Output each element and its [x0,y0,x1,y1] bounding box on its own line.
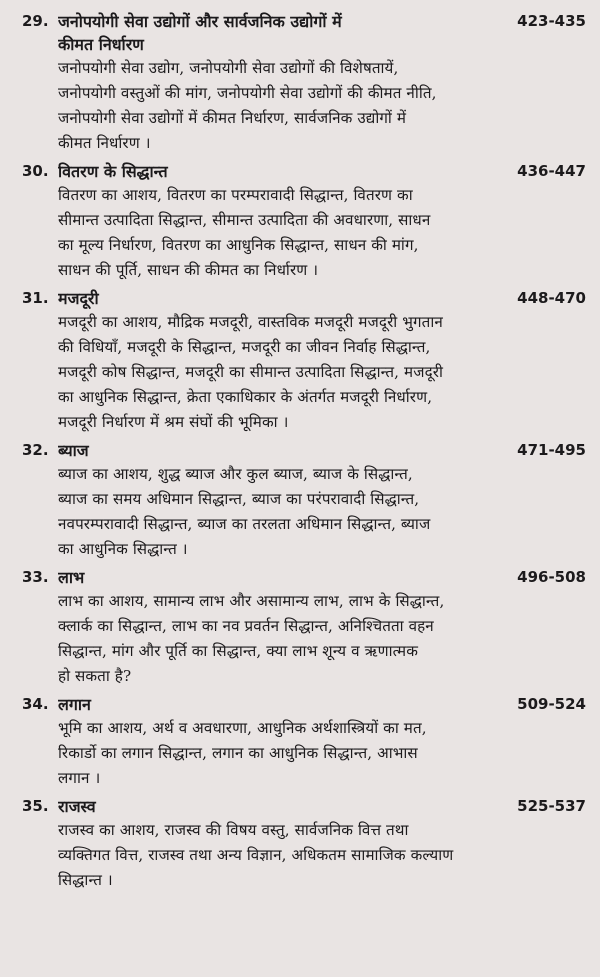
description-line: जनोपयोगी सेवा उद्योगों में कीमत निर्धारण, सार्वजनिक उद्योगों में [58,109,407,127]
chapter-heading [22,160,586,183]
chapter-title-line: वितरण के सिद्धान्त [58,162,168,181]
page-range: 436-447 [517,162,586,180]
chapter-heading [22,10,586,56]
description-line: कीमत निर्धारण । [58,134,151,152]
chapter-description [58,183,586,283]
chapter-entry [22,287,586,435]
description-line: सीमान्त उत्पादिता सिद्धान्त, सीमान्त उत्पादिता की अवधारणा, साधन [58,211,431,229]
description-line: मजदूरी कोष सिद्धान्त, मजदूरी का सीमान्त उत्पादिता सिद्धान्त, मजदूरी [58,363,444,381]
description-line: ब्याज का समय अधिमान सिद्धान्त, ब्याज का परंपरावादी सिद्धान्त, [58,490,420,508]
description-line: हो सकता है? [58,667,132,685]
chapter-entry [22,795,586,893]
description-line: भूमि का आशय, अर्थ व अवधारणा, आधुनिक अर्थशास्त्रियों का मत, [58,719,427,737]
chapter-number: 34. [22,695,49,713]
chapter-heading [22,439,586,462]
chapter-description [58,310,586,435]
chapter-title [58,10,586,56]
chapter-number: 35. [22,797,49,815]
chapter-title [58,287,586,310]
description-line: मजदूरी निर्धारण में श्रम संघों की भूमिका । [58,413,289,431]
chapter-number: 31. [22,289,49,307]
chapter-number: 29. [22,12,49,30]
chapter-title-line: कीमत निर्धारण [58,35,144,54]
description-line: लगान । [58,769,101,787]
chapter-title-line: ब्याज [58,441,89,460]
chapter-entry [22,439,586,562]
chapter-entry [22,160,586,283]
chapter-entry [22,693,586,791]
description-line: रिकार्डो का लगान सिद्धान्त, लगान का आधुनिक सिद्धान्त, आभास [58,744,418,762]
chapter-number: 30. [22,162,49,180]
chapter-description [58,818,586,893]
description-line: का मूल्य निर्धारण, वितरण का आधुनिक सिद्धान्त, साधन की मांग, [58,236,419,254]
chapter-heading [22,566,586,589]
description-line: ब्याज का आशय, शुद्ध ब्याज और कुल ब्याज, ब्याज के सिद्धान्त, [58,465,413,483]
chapter-title-line: लाभ [58,568,85,587]
description-line: का आधुनिक सिद्धान्त । [58,540,188,558]
chapter-number: 32. [22,441,49,459]
chapter-title-line: जनोपयोगी सेवा उद्योगों और सार्वजनिक उद्योगों में [58,12,342,31]
chapter-title [58,439,586,462]
description-line: व्यक्तिगत वित्त, राजस्व तथा अन्य विज्ञान, अधिकतम सामाजिक कल्याण [58,846,454,864]
page-range: 509-524 [517,695,586,713]
description-line: साधन की पूर्ति, साधन की कीमत का निर्धारण । [58,261,319,279]
description-line: राजस्व का आशय, राजस्व की विषय वस्तु, सार्वजनिक वित्त तथा [58,821,409,839]
description-line: नवपरम्परावादी सिद्धान्त, ब्याज का तरलता अधिमान सिद्धान्त, ब्याज [58,515,431,533]
chapter-title [58,566,586,589]
description-line: वितरण का आशय, वितरण का परम्परावादी सिद्धान्त, वितरण का [58,186,413,204]
description-line: सिद्धान्त, मांग और पूर्ति का सिद्धान्त, क्या लाभ शून्य व ऋणात्मक [58,642,418,660]
chapter-title-line: मजदूरी [58,289,99,308]
page-range: 471-495 [517,441,586,459]
description-line: का आधुनिक सिद्धान्त, क्रेता एकाधिकार के अंतर्गत मजदूरी निर्धारण, [58,388,433,406]
description-line: सिद्धान्त । [58,871,113,889]
page-range: 525-537 [517,797,586,815]
page-range: 423-435 [517,12,586,30]
description-line: क्लार्क का सिद्धान्त, लाभ का नव प्रवर्तन सिद्धान्त, अनिश्चितता वहन [58,617,434,635]
chapter-heading [22,287,586,310]
chapter-title [58,160,586,183]
chapter-heading [22,693,586,716]
chapter-heading [22,795,586,818]
chapter-title [58,795,586,818]
description-line: लाभ का आशय, सामान्य लाभ और असामान्य लाभ, लाभ के सिद्धान्त, [58,592,445,610]
chapter-description [58,56,586,156]
chapter-entry [22,566,586,689]
chapter-title-line: लगान [58,695,91,714]
description-line: की विधियाँ, मजदूरी के सिद्धान्त, मजदूरी का जीवन निर्वाह सिद्धान्त, [58,338,431,356]
chapter-description [58,462,586,562]
chapter-entry [22,10,586,156]
chapter-title [58,693,586,716]
chapter-description [58,716,586,791]
chapter-description [58,589,586,689]
description-line: जनोपयोगी सेवा उद्योग, जनोपयोगी सेवा उद्योगों की विशेषतायें, [58,59,399,77]
description-line: जनोपयोगी वस्तुओं की मांग, जनोपयोगी सेवा उद्योगों की कीमत नीति, [58,84,437,102]
chapter-number: 33. [22,568,49,586]
description-line: मजदूरी का आशय, मौद्रिक मजदूरी, वास्तविक मजदूरी मजदूरी भुगतान [58,313,443,331]
page-range: 448-470 [517,289,586,307]
page-range: 496-508 [517,568,586,586]
chapter-title-line: राजस्व [58,797,96,816]
